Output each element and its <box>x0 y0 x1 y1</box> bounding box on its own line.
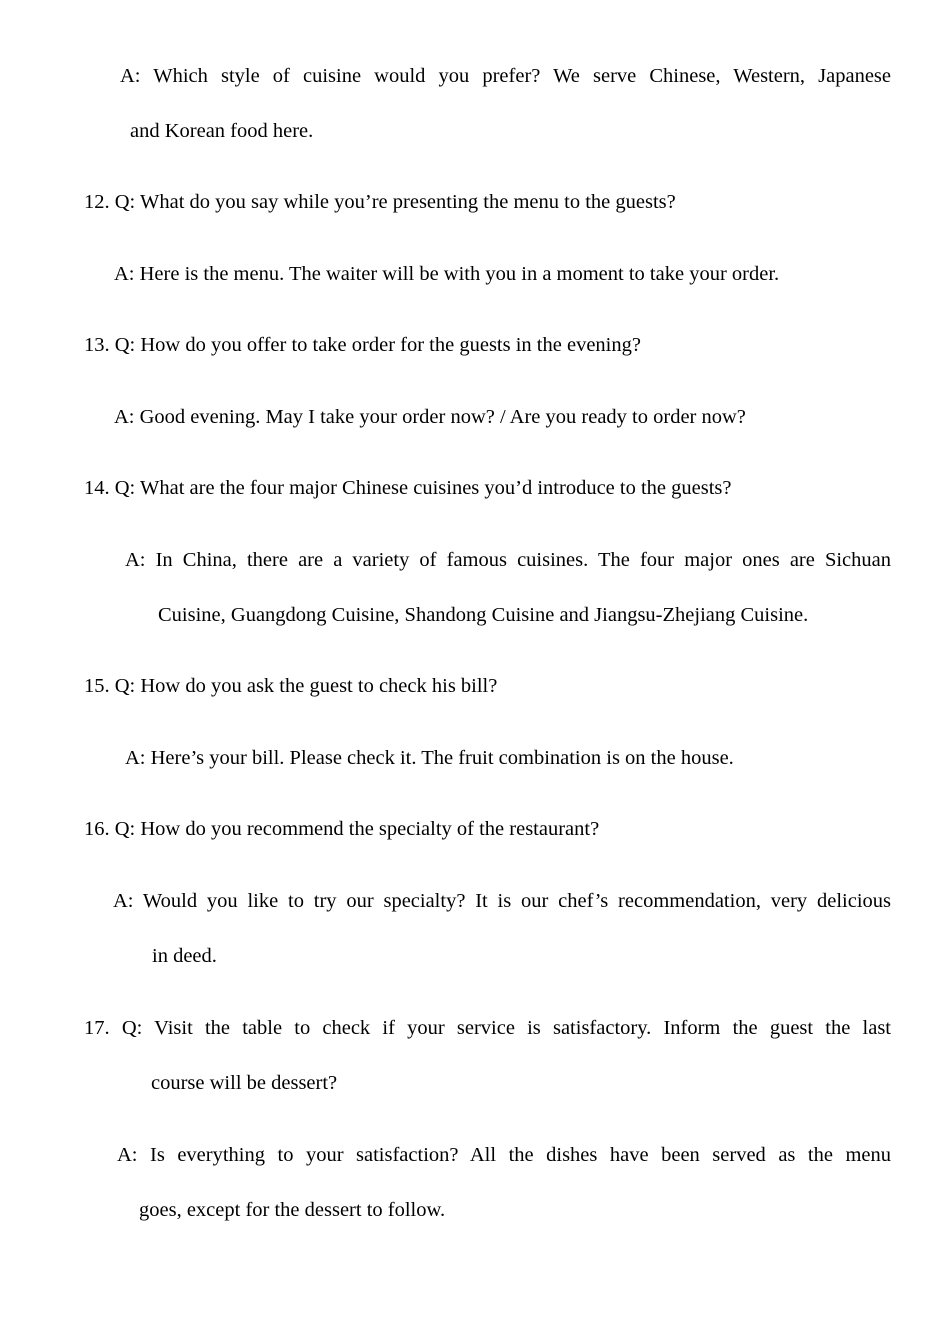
question-17-line-2: course will be dessert? <box>151 1072 338 1094</box>
answer-13: A: Good evening. May I take your order now? / Are you ready to order now? <box>114 406 746 428</box>
question-16: 16. Q: How do you recommend the specialty of the restaurant? <box>84 818 600 840</box>
answer-15: A: Here’s your bill. Please check it. The fruit combination is on the house. <box>125 747 734 769</box>
answer-17-line-2: goes, except for the dessert to follow. <box>139 1199 446 1221</box>
answer-17-line-1: A: Is everything to your satisfaction? All the dishes have been served as the menu <box>117 1144 891 1166</box>
question-17-line-1: 17. Q: Visit the table to check if your service is satisfactory. Inform the guest the last <box>84 1017 891 1039</box>
answer-14-line-1: A: In China, there are a variety of famous cuisines. The four major ones are Sichuan <box>125 549 891 571</box>
answer-12: A: Here is the menu. The waiter will be with you in a moment to take your order. <box>114 263 780 285</box>
question-12: 12. Q: What do you say while you’re presenting the menu to the guests? <box>84 191 676 213</box>
answer-16-line-1: A: Would you like to try our specialty? It is our chef’s recommendation, very delicious <box>113 890 891 912</box>
answer-11-line-2: and Korean food here. <box>130 120 314 142</box>
question-14: 14. Q: What are the four major Chinese cuisines you’d introduce to the guests? <box>84 477 732 499</box>
answer-16-line-2: in deed. <box>152 945 217 967</box>
answer-11-line-1: A: Which style of cuisine would you prefer? We serve Chinese, Western, Japanese <box>120 65 891 87</box>
question-15: 15. Q: How do you ask the guest to check his bill? <box>84 675 498 697</box>
answer-14-line-2: Cuisine, Guangdong Cuisine, Shandong Cuisine and Jiangsu-Zhejiang Cuisine. <box>158 604 809 626</box>
question-13: 13. Q: How do you offer to take order for the guests in the evening? <box>84 334 641 356</box>
